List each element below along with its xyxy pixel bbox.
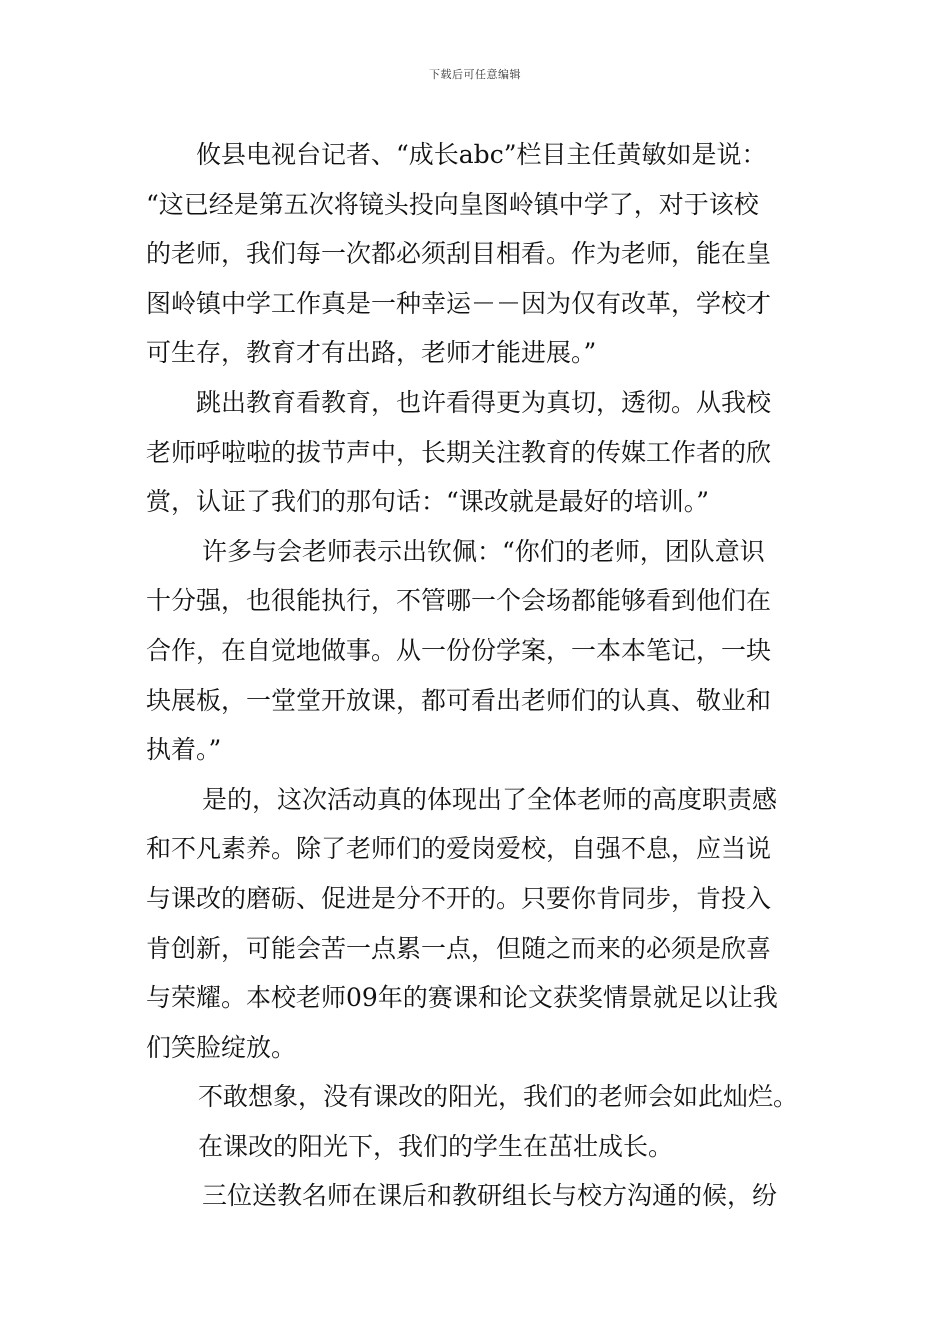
paragraph xyxy=(146,1171,808,1221)
text-line: 攸县电视台记者、“成长abc”栏目主任黄敏如是说： xyxy=(196,140,767,169)
text-line: 老师呼啦啦的拔节声中，长期关注教育的传媒工作者的欣 xyxy=(146,437,772,467)
text-line: 跳出教育看教育，也许看得更为真切，透彻。从我校 xyxy=(196,387,772,417)
paragraph xyxy=(146,130,808,378)
paragraph xyxy=(146,527,808,775)
text-line: 与荣耀。本校老师09年的赛课和论文获奖情景就足以让我 xyxy=(146,983,778,1013)
paragraph xyxy=(146,775,808,1073)
paragraph xyxy=(146,1072,808,1122)
text-line: 和不凡素养。除了老师们的爱岗爱校，自强不息，应当说 xyxy=(146,834,772,864)
text-line: 与课改的磨砺、促进是分不开的。只要你肯同步，肯投入 xyxy=(146,883,772,913)
text-line: “这已经是第五次将镜头投向皇图岭镇中学了，对于该校 xyxy=(146,189,759,219)
text-line: 是的，这次活动真的体现出了全体老师的高度职责感 xyxy=(202,784,778,814)
text-line: 执着。” xyxy=(146,735,222,765)
text-line: 不敢想象，没有课改的阳光，我们的老师会如此灿烂。 xyxy=(198,1082,799,1112)
text-line: 的老师，我们每一次都必须刮目相看。作为老师，能在皇 xyxy=(146,239,772,269)
text-line: 块展板，一堂堂开放课，都可看出老师们的认真、敬业和 xyxy=(146,685,772,715)
text-line: 合作，在自觉地做事。从一份份学案，一本本笔记，一块 xyxy=(146,635,772,665)
document-body xyxy=(146,130,808,1221)
text-line: 赏，认证了我们的那句话：“课改就是最好的培训。” xyxy=(146,487,710,517)
text-line: 图岭镇中学工作真是一种幸运－－因为仅有改革，学校才 xyxy=(146,288,772,318)
paragraph xyxy=(146,378,808,527)
text-line: 肯创新，可能会苦一点累一点，但随之而来的必须是欣喜 xyxy=(146,933,772,963)
text-line: 们笑脸绽放。 xyxy=(146,1032,297,1062)
text-line: 在课改的阳光下，我们的学生在茁壮成长。 xyxy=(198,1131,674,1161)
page-header: 下载后可任意编辑 xyxy=(429,68,521,81)
paragraph xyxy=(146,1122,808,1172)
text-line: 可生存，教育才有出路，老师才能进展。” xyxy=(146,338,597,368)
text-line: 许多与会老师表示出钦佩：“你们的老师，团队意识 xyxy=(202,536,765,566)
text-line: 三位送教名师在课后和教研组长与校方沟通的候，纷 xyxy=(202,1181,778,1211)
text-line: 十分强，也很能执行，不管哪一个会场都能够看到他们在 xyxy=(146,586,772,616)
